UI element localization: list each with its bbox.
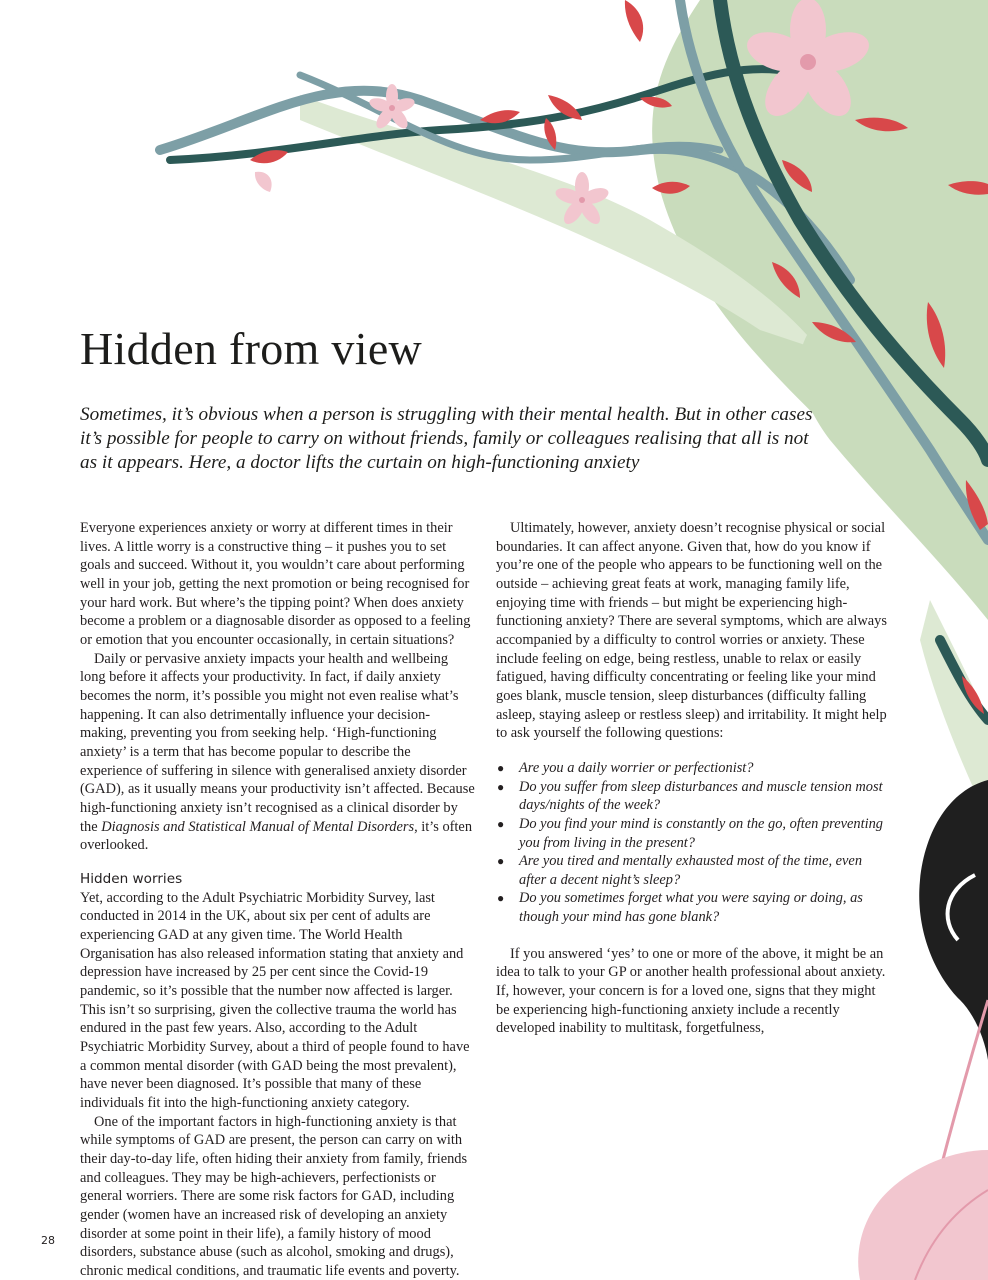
body-paragraph: One of the important factors in high-functioning anxiety is that while symptoms of GAD are present, the person can carry on with their day-to-day life, often hiding their anxiety from family, friends and colleagues. They may be high-achievers, perfectionists or general worriers. There are some risk factors for GAD, including gender (women have an increased risk of developing an anxiety disorder at some point in their life), a family history of mood disorders, substance abuse (such as alcohol, smoking and drugs), chronic medical conditions, and traumatic life events and poverty. — [80, 1113, 468, 1279]
page-number: 28 — [41, 1234, 55, 1247]
body-paragraph: Everyone experiences anxiety or worry at different times in their lives. A little worry is a constructive thing – it pushes you to set goals and succeed. Without it, you wouldn’t care about performing well in your job, getting the next promotion or being recognised for your hard work. But where’s the tipping point? When does anxiety become a problem or a diagnosable disorder as opposed to a feeling or emotion that you encounter occasionally, in certain situations? — [80, 520, 471, 648]
bullet-icon: ● — [497, 816, 505, 831]
bullet-icon: ● — [497, 760, 505, 775]
body-paragraph: Daily or pervasive anxiety impacts your health and wellbeing long before it affects your productivity. In fact, if daily anxiety becomes the norm, it’s possible you might not even realise what’s happening. It can also detrimentally influence your decision-making, preventing you from seeking help. ‘High-functioning anxiety’ is a term that has become popular to describe the experience of suffering in silence with generalised anxiety disorder (GAD), as it usually means your productivity isn’t affected. Because high-functioning anxiety isn’t recognised as a clinical disorder by the Diagnosis and Statistical Manual of Mental Disorders, it’s often overlooked. — [80, 650, 475, 854]
question-item: ● Do you find your mind is constantly on the go, often preventing you from living in the present? — [497, 815, 883, 851]
question-item: ● Are you tired and mentally exhausted most of the time, even after a decent night’s sleep? — [497, 853, 863, 888]
article-title: Hidden from view — [80, 323, 423, 374]
body-column-right — [496, 519, 892, 1038]
bullet-icon: ● — [497, 891, 505, 906]
leaf — [625, 0, 643, 42]
body-paragraph: Ultimately, however, anxiety doesn’t recognise physical or social boundaries. It can affect anyone. Given that, how do you know if you’re one of the people who appears to be functioning well on the outside – achieving great feats at work, managing family life, enjoying time with friends – but might be experiencing high-functioning anxiety? There are several symptoms, which are always accompanied by a difficulty to control worries or anxiety. These include feeling on edge, being restless, unable to relax or easily fatigued, having difficulty concentrating or feeling like your mind goes blank, muscle tension, sleep disturbances (difficulty falling asleep, staying asleep or restless sleep) and irritability. It might help to ask yourself the following questions: — [496, 520, 887, 742]
question-item: ● Do you suffer from sleep disturbances and muscle tension most days/nights of the week? — [497, 778, 883, 814]
body-column-left — [80, 519, 476, 1280]
question-list — [496, 759, 892, 927]
question-item: ● Do you sometimes forget what you were saying or doing, as though your mind has gone blank? — [497, 890, 863, 926]
bullet-icon: ● — [497, 779, 505, 794]
body-paragraph: Yet, according to the Adult Psychiatric Morbidity Survey, last conducted in 2014 in the UK, about six per cent of adults are experiencing GAD at any given time. The World Health Organisation has also released information stating that anxiety and depression have increased by 25 per cent since the Covid-19 pandemic, so it’s possible that the number now affected is larger. This isn’t so surprising, given the collective trauma the world has endured in the past few years. Also, according to the Adult Psychiatric Morbidity Survey, about a third of people found to have a common mental disorder (with GAD being the most prevalent), have never been diagnosed. It’s possible that many of these individuals fit into the high-functioning anxiety category. — [80, 889, 470, 1112]
blossom-bud-left — [255, 172, 272, 192]
question-item: ● Are you a daily worrier or perfectionist? — [497, 759, 754, 776]
subheading: Hidden worries — [80, 870, 183, 887]
hair-shape — [919, 780, 988, 1060]
book-title: Diagnosis and Statistical Manual of Mental Disorders — [101, 818, 415, 835]
bullet-icon: ● — [497, 854, 505, 869]
article-standfirst: Sometimes, it’s obvious when a person is struggling with their mental health. But in other cases it’s possible for people to carry on without friends, family or colleagues realising that all is not as it appears. Here, a doctor lifts the curtain on high-functioning anxiety — [80, 404, 813, 474]
body-paragraph: If you answered ‘yes’ to one or more of the above, it might be an idea to talk to your GP or another health professional about anxiety. If, however, your concern is for a loved one, signs that they might be experiencing high-functioning anxiety include a recently developed inability to multitask, forgetfulness, — [496, 945, 886, 1037]
